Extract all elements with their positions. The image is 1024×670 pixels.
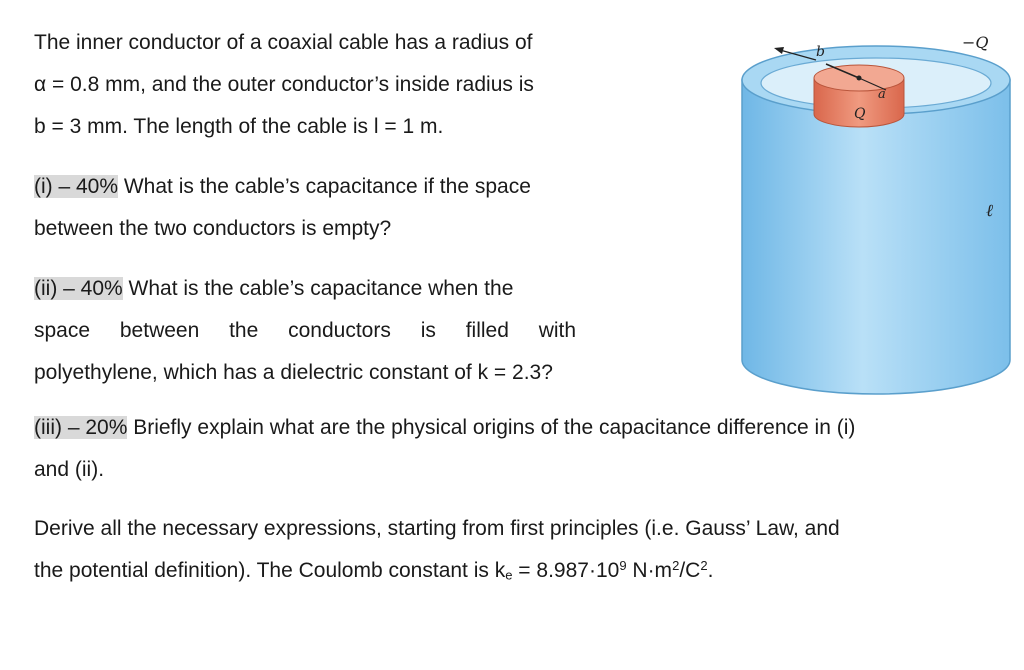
- part-1-tag: (i) – 40%: [34, 175, 119, 198]
- intro-line-3: b = 3 mm. The length of the cable is l = 1 m.: [34, 115, 444, 138]
- part-3-text-a: Briefly explain what are the physical origins of the capacitance difference in (i): [127, 416, 856, 439]
- part-2-tag: (ii) – 40%: [34, 277, 123, 300]
- problem-text-column: [34, 22, 626, 394]
- part-1-line-1: [34, 166, 626, 208]
- derive-line-2: the potential definition). The Coulomb constant is $k_e = 8.987\cdot 10^9$ $N\cdot m^2/C^2$.: [34, 557, 714, 583]
- center-dot: [857, 76, 862, 81]
- part-3-line-2: and (ii).: [34, 458, 105, 481]
- radius-b-arrowhead: [774, 47, 784, 54]
- coaxial-cable-figure: [736, 20, 1016, 400]
- part-2-text-a: What is the cable’s capacitance when the: [122, 277, 514, 300]
- part-2-line-3: polyethylene, which has a dielectric constant of k = 2.3?: [34, 361, 553, 384]
- part-2-line-1: [34, 268, 626, 310]
- part-3-tag: (iii) – 20%: [34, 416, 128, 439]
- derive-block: [34, 508, 994, 592]
- intro-line-2: α = 0.8 mm, and the outer conductor’s inside radius is: [34, 73, 534, 96]
- label-length: ℓ: [986, 201, 994, 221]
- label-a: a: [878, 87, 886, 102]
- part-1-text-a: What is the cable’s capacitance if the space: [118, 175, 531, 198]
- intro-line-1: The inner conductor of a coaxial cable has a radius of: [34, 31, 533, 54]
- part-2-line-2: space between the conductors is filled with: [34, 319, 577, 342]
- part-3-line-1: [34, 407, 994, 449]
- part-3-block: [34, 407, 994, 491]
- label-q: Q: [854, 106, 866, 122]
- derive-line-1: Derive all the necessary expressions, starting from first principles (i.e. Gauss’ Law, and: [34, 517, 840, 540]
- label-b: b: [816, 44, 825, 60]
- part-1-line-2: between the two conductors is empty?: [34, 217, 392, 240]
- label-neg-q: −Q: [962, 33, 989, 52]
- outer-cylinder-body: [742, 80, 1010, 394]
